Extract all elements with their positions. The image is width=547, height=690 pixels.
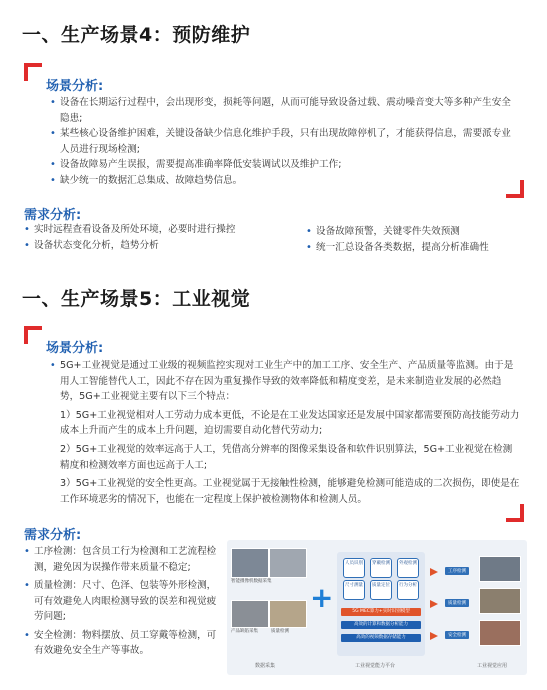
diagram-footer: 工业视觉应用 [477, 663, 508, 669]
list-item: • 缺少统一的数据汇总集成、故障趋势信息。 [50, 173, 520, 189]
capability-box: 尺寸测量 [343, 580, 365, 600]
capability-box: 行为分析 [397, 580, 419, 600]
section5-point-2: 2）5G+工业视觉的效率远高于人工，凭借高分辨率的图像采集设备和软件识别算法，5G+工业视觉在检测精度和检测效率方面也远高于人工; [60, 443, 513, 471]
list-item: • 质量检测：尺寸、色泽、包装等外形检测，可有效避免人肉眼检测导致的误差和视觉疲劳问题; [24, 578, 220, 625]
bracket-top-left [24, 326, 42, 344]
bracket-top-left [24, 63, 42, 81]
application-photo [479, 620, 521, 646]
section5-demand-list [24, 544, 220, 659]
industrial-vision-diagram [227, 540, 527, 675]
list-item: • 某些核心设备维护困难，关键设备缺少信息化维护手段，只有出现故障停机了，才能获得信息，需要派专业人员进行现场检测; [50, 126, 520, 157]
capability-box: 质量定位 [370, 580, 392, 600]
capability-bar: 高效的视频数据存储能力 [341, 634, 421, 642]
platform-panel [337, 552, 425, 656]
section5-intro: • 5G+工业视觉是通过工业级的视频监控实现对工业生产中的加工工序、安全生产、产品质量等监测。由于是用人工智能替代人工，因此不存在因为重复操作导致的效率降低和精度变差，是未来制造业发展的必然趋势，5G+工业视觉主要有以下三个特点： [50, 360, 514, 403]
section4-demand-heading: 需求分析: [24, 208, 82, 223]
bracket-bottom-right [506, 504, 524, 522]
section5-scene-body [50, 358, 520, 507]
application-photo [479, 588, 521, 614]
application-tag: 安全检测 [445, 631, 469, 639]
diagram-caption: 智能摄像机数据采集 [231, 579, 272, 584]
list-item: • 实时远程查看设备及所处环境，必要时进行操控 [24, 222, 294, 238]
capability-bar: 高效的计算和数据分析能力 [341, 621, 421, 629]
section5-point-3: 3）5G+工业视觉的安全性更高。工业视觉属于无接触性检测，能够避免检测可能造成的二次损伤，即使是在工作环境恶劣的情况下，也能在一定程度上保护被检测物体和检测人员。 [60, 478, 520, 505]
diagram-footer: 工业视觉能力平台 [355, 663, 396, 669]
section4-scene-list [50, 95, 520, 188]
arrow-icon [430, 632, 438, 640]
arrow-icon [430, 600, 438, 608]
section4-scene-heading: 场景分析: [46, 79, 104, 94]
list-item: • 设备故障预警，关键零件失效预测 [306, 224, 531, 240]
application-photo [479, 556, 521, 582]
camera-photo [231, 548, 269, 578]
factory-photo [269, 548, 307, 578]
list-item: • 工序检测：包含员工行为检测和工艺流程检测，避免因为误操作带来质量不稳定; [24, 544, 220, 575]
diagram-footer: 数据采集 [255, 663, 276, 669]
defect-photo [231, 600, 269, 628]
section5-title: 一、生产场景5：工业视觉 [22, 288, 251, 310]
capability-box: 外观检测 [397, 558, 419, 578]
capability-box: 人员识别 [343, 558, 365, 578]
list-item: • 设备在长期运行过程中，会出现形变，损耗等问题，从而可能导致设备过载、震动噪音变大等多种产生安全隐患; [50, 95, 520, 126]
application-tag: 工序检测 [445, 567, 469, 575]
list-item: • 设备状态变化分析，趋势分析 [24, 238, 294, 254]
capability-bar: 5G MEC算力+实时识别模型 [341, 608, 421, 616]
section4-title: 一、生产场景4：预防维护 [22, 24, 251, 46]
list-item: • 统一汇总设备各类数据，提高分析准确性 [306, 240, 531, 256]
application-tag: 质量检测 [445, 599, 469, 607]
bracket-bottom-right [506, 180, 524, 198]
section4-demand-left [24, 222, 294, 253]
section5-scene-heading: 场景分析: [46, 341, 104, 356]
section4-demand-right [306, 224, 531, 255]
section5-demand-heading: 需求分析: [24, 528, 82, 543]
list-item: • 安全检测：物料摆放、员工穿戴等检测，可有效避免安全生产等事故。 [24, 628, 220, 659]
arrow-icon [430, 568, 438, 576]
section5-point-1: 1）5G+工业视觉相对人工劳动力成本更低，不论是在工业发达国家还是发展中国家都需要预防高技能劳动力成本上升而产生的成本上升问题，迫切需要自动化替代劳动力; [60, 409, 520, 437]
diagram-caption: 质量检测 [271, 629, 289, 634]
inspection-photo [269, 600, 307, 628]
diagram-caption: 产品缺陷采集 [231, 629, 258, 634]
capability-box: 穿戴检测 [370, 558, 392, 578]
list-item: • 设备故障易产生误报，需要提高准确率降低安装调试以及维护工作; [50, 157, 520, 173]
plus-icon: + [310, 581, 334, 614]
